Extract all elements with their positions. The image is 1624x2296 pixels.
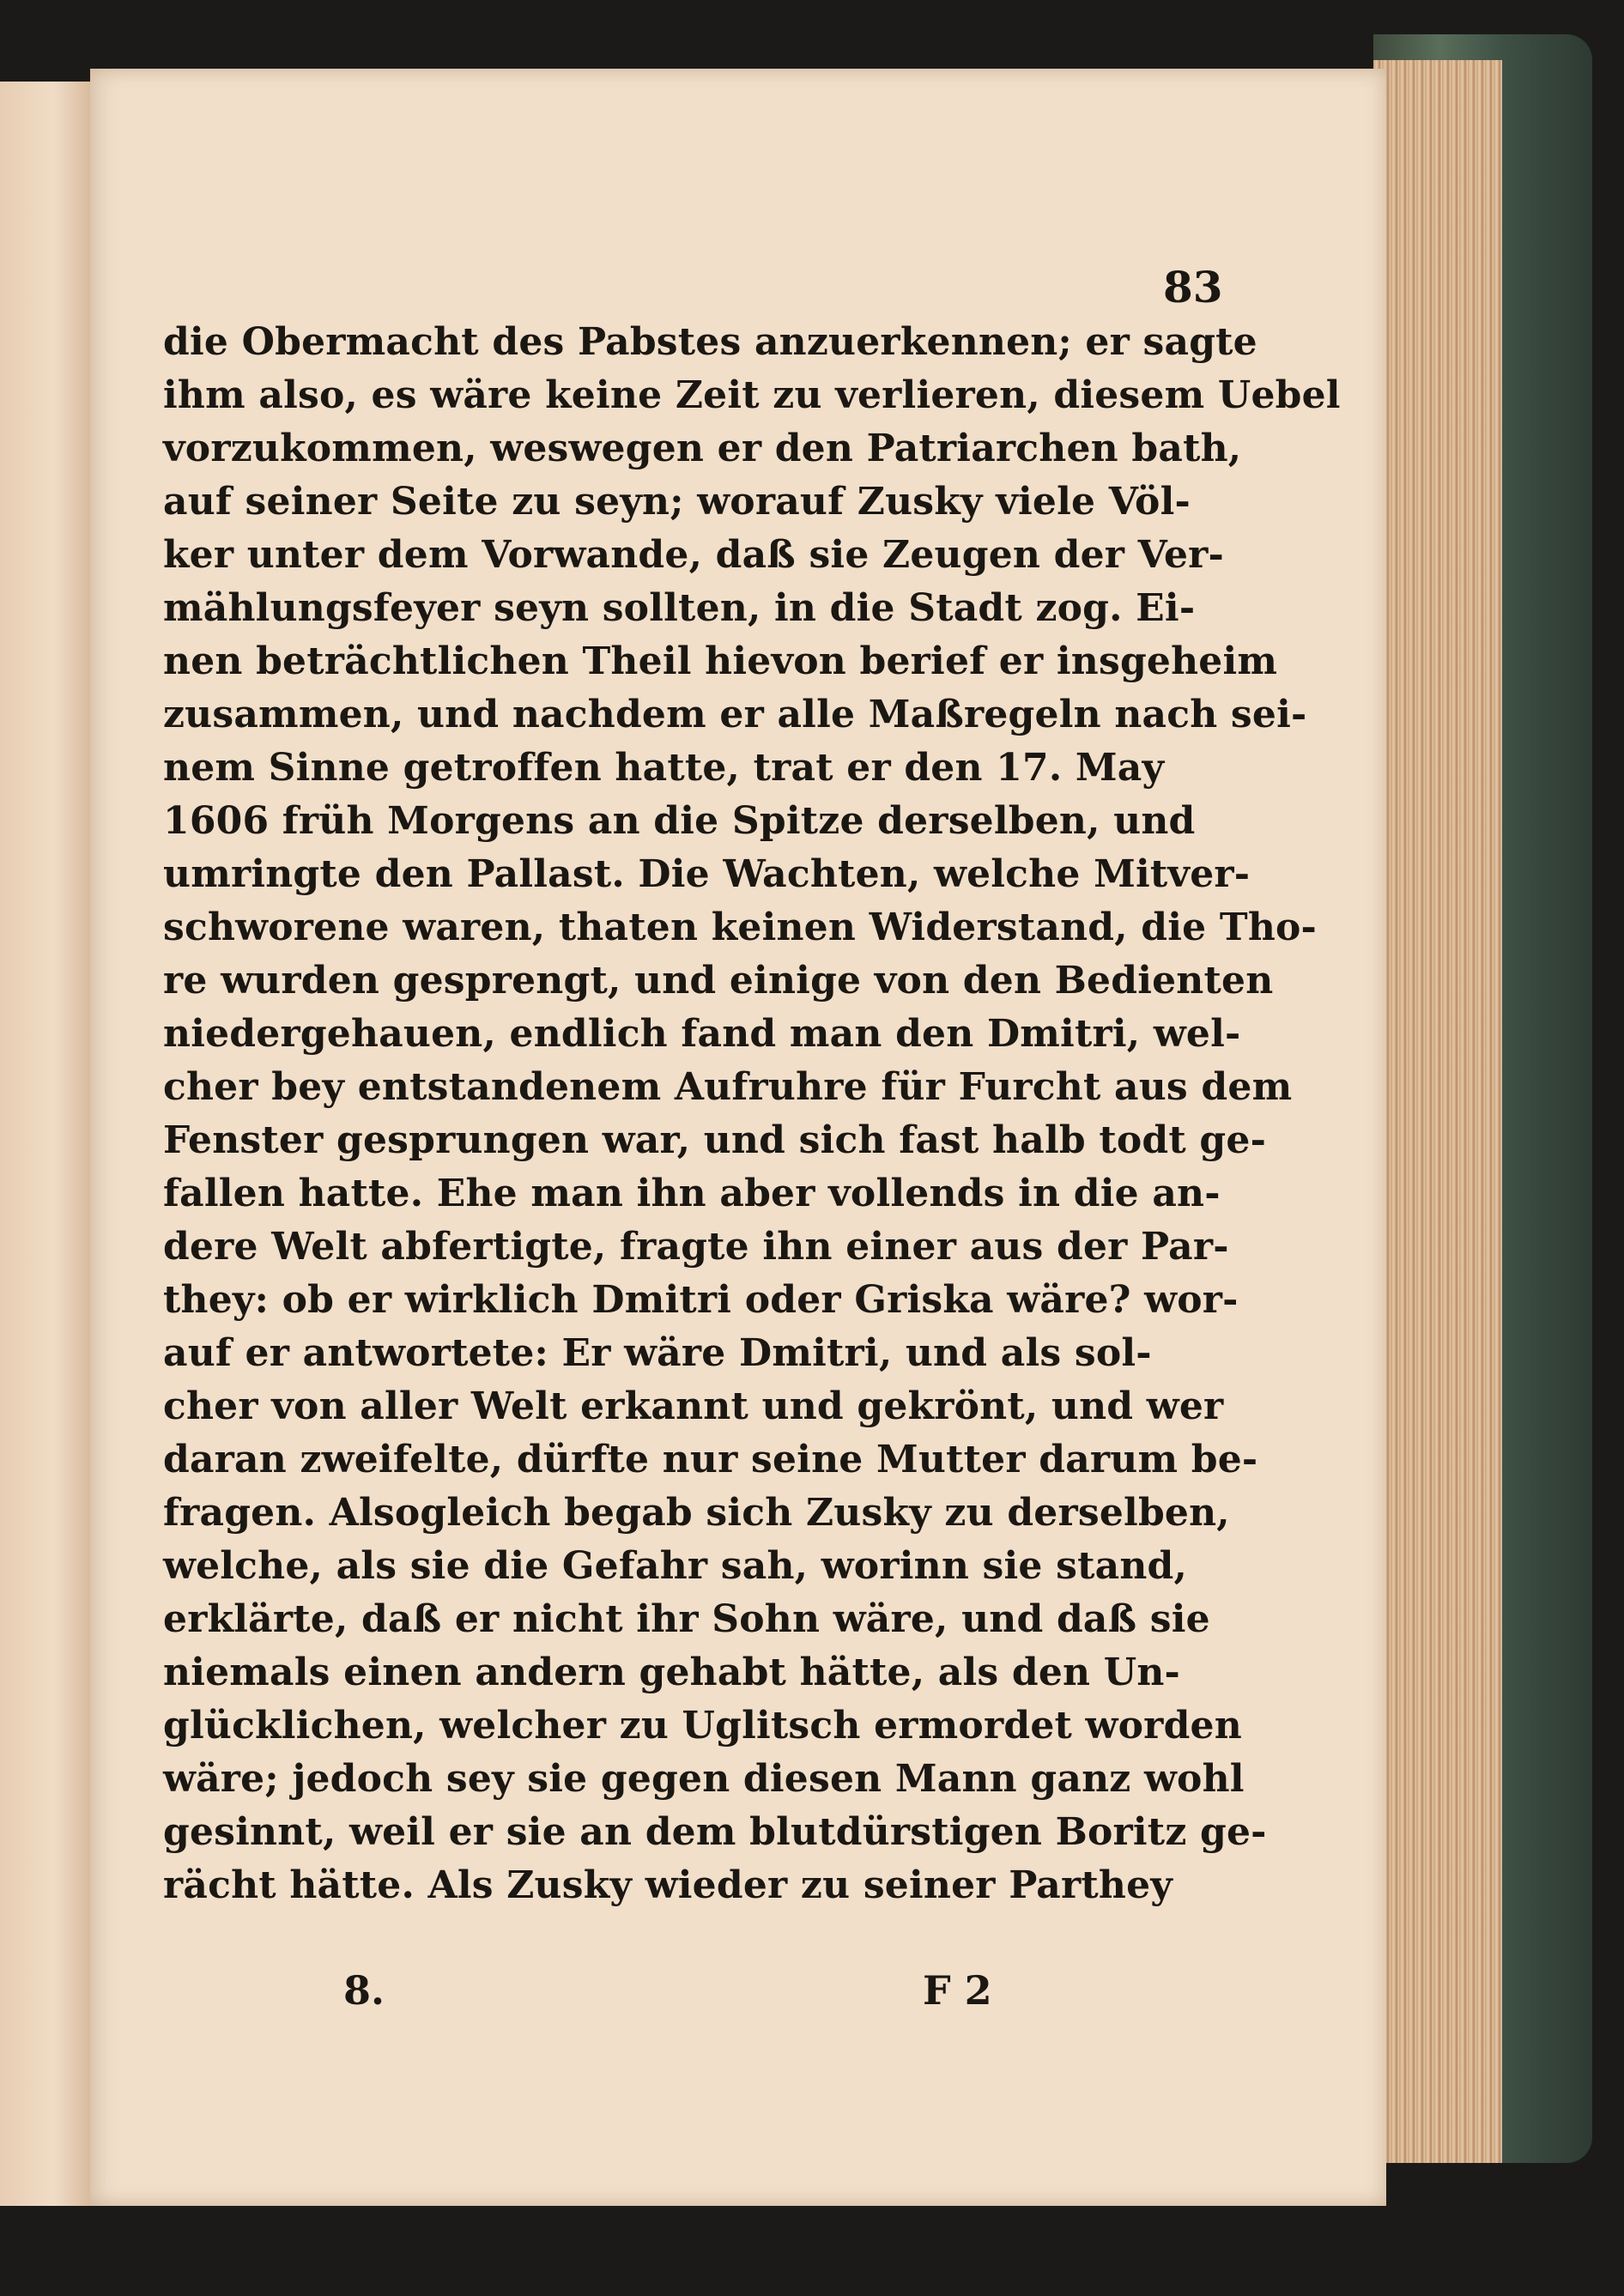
page-text [163,316,1341,1912]
text-line: welche, als sie die Gefahr sah, worinn sie stand, [163,1544,1188,1588]
text-line: die Obermacht des Pabstes anzuerkennen; er sagte [163,320,1257,364]
text-line: cher bey entstandenem Aufruhre für Furcht aus dem [163,1065,1293,1109]
signature-mark: 8. [343,1967,385,2014]
text-line: fragen. Alsogleich begab sich Zusky zu derselben, [163,1491,1230,1535]
text-line: rächt hätte. Als Zusky wieder zu seiner Parthey [163,1863,1173,1907]
text-line: wäre; jedoch sey sie gegen diesen Mann ganz wohl [163,1757,1245,1801]
text-line: daran zweifelte, dürfte nur seine Mutter darum be- [163,1438,1258,1481]
text-line: glücklichen, welcher zu Uglitsch ermordet worden [163,1704,1242,1748]
text-line: schworene waren, thaten keinen Widerstand, die Tho- [163,906,1318,949]
text-line: niemals einen andern gehabt hätte, als den Un- [163,1651,1180,1694]
text-line: dere Welt abfertigte, fragte ihn einer aus der Par- [163,1225,1229,1269]
text-line: nem Sinne getroffen hatte, trat er den 17. May [163,746,1165,790]
text-line: ker unter dem Vorwande, daß sie Zeugen der Ver- [163,533,1225,577]
text-line: vorzukommen, weswegen er den Patriarchen bath, [163,427,1242,470]
text-line: auf seiner Seite zu seyn; worauf Zusky viele Völ- [163,480,1191,524]
text-line: re wurden gesprengt, und einige von den Bedienten [163,959,1274,1003]
text-line: erklärte, daß er nicht ihr Sohn wäre, und daß sie [163,1597,1210,1641]
text-line: 1606 früh Morgens an die Spitze derselben, und [163,799,1196,843]
text-line: cher von aller Welt erkannt und gekrönt, und wer [163,1384,1224,1428]
text-line: gesinnt, weil er sie an dem blutdürstigen Boritz ge- [163,1810,1267,1854]
page-stack-edge [1373,60,1502,2163]
text-line: Fenster gesprungen war, und sich fast halb todt ge- [163,1118,1267,1162]
text-line: mählungsfeyer seyn sollten, in die Stadt zog. Ei- [163,586,1196,630]
facing-page-edge [0,82,90,2206]
text-line: they: ob er wirklich Dmitri oder Griska wäre? wor- [163,1278,1239,1322]
catchword: F 2 [923,1967,992,2014]
text-line: nen beträchtlichen Theil hievon berief er insgeheim [163,639,1278,683]
text-line: umringte den Pallast. Die Wachten, welche Mitver- [163,852,1251,896]
text-line: ihm also, es wäre keine Zeit zu verlieren, diesem Uebel [163,373,1341,417]
page-number: 83 [1163,262,1223,312]
text-line: zusammen, und nachdem er alle Maßregeln nach sei- [163,693,1307,736]
text-line: niedergehauen, endlich fand man den Dmitri, wel- [163,1012,1241,1056]
text-line: fallen hatte. Ehe man ihn aber vollends in die an- [163,1172,1221,1215]
text-line: auf er antwortete: Er wäre Dmitri, und als sol- [163,1331,1152,1375]
